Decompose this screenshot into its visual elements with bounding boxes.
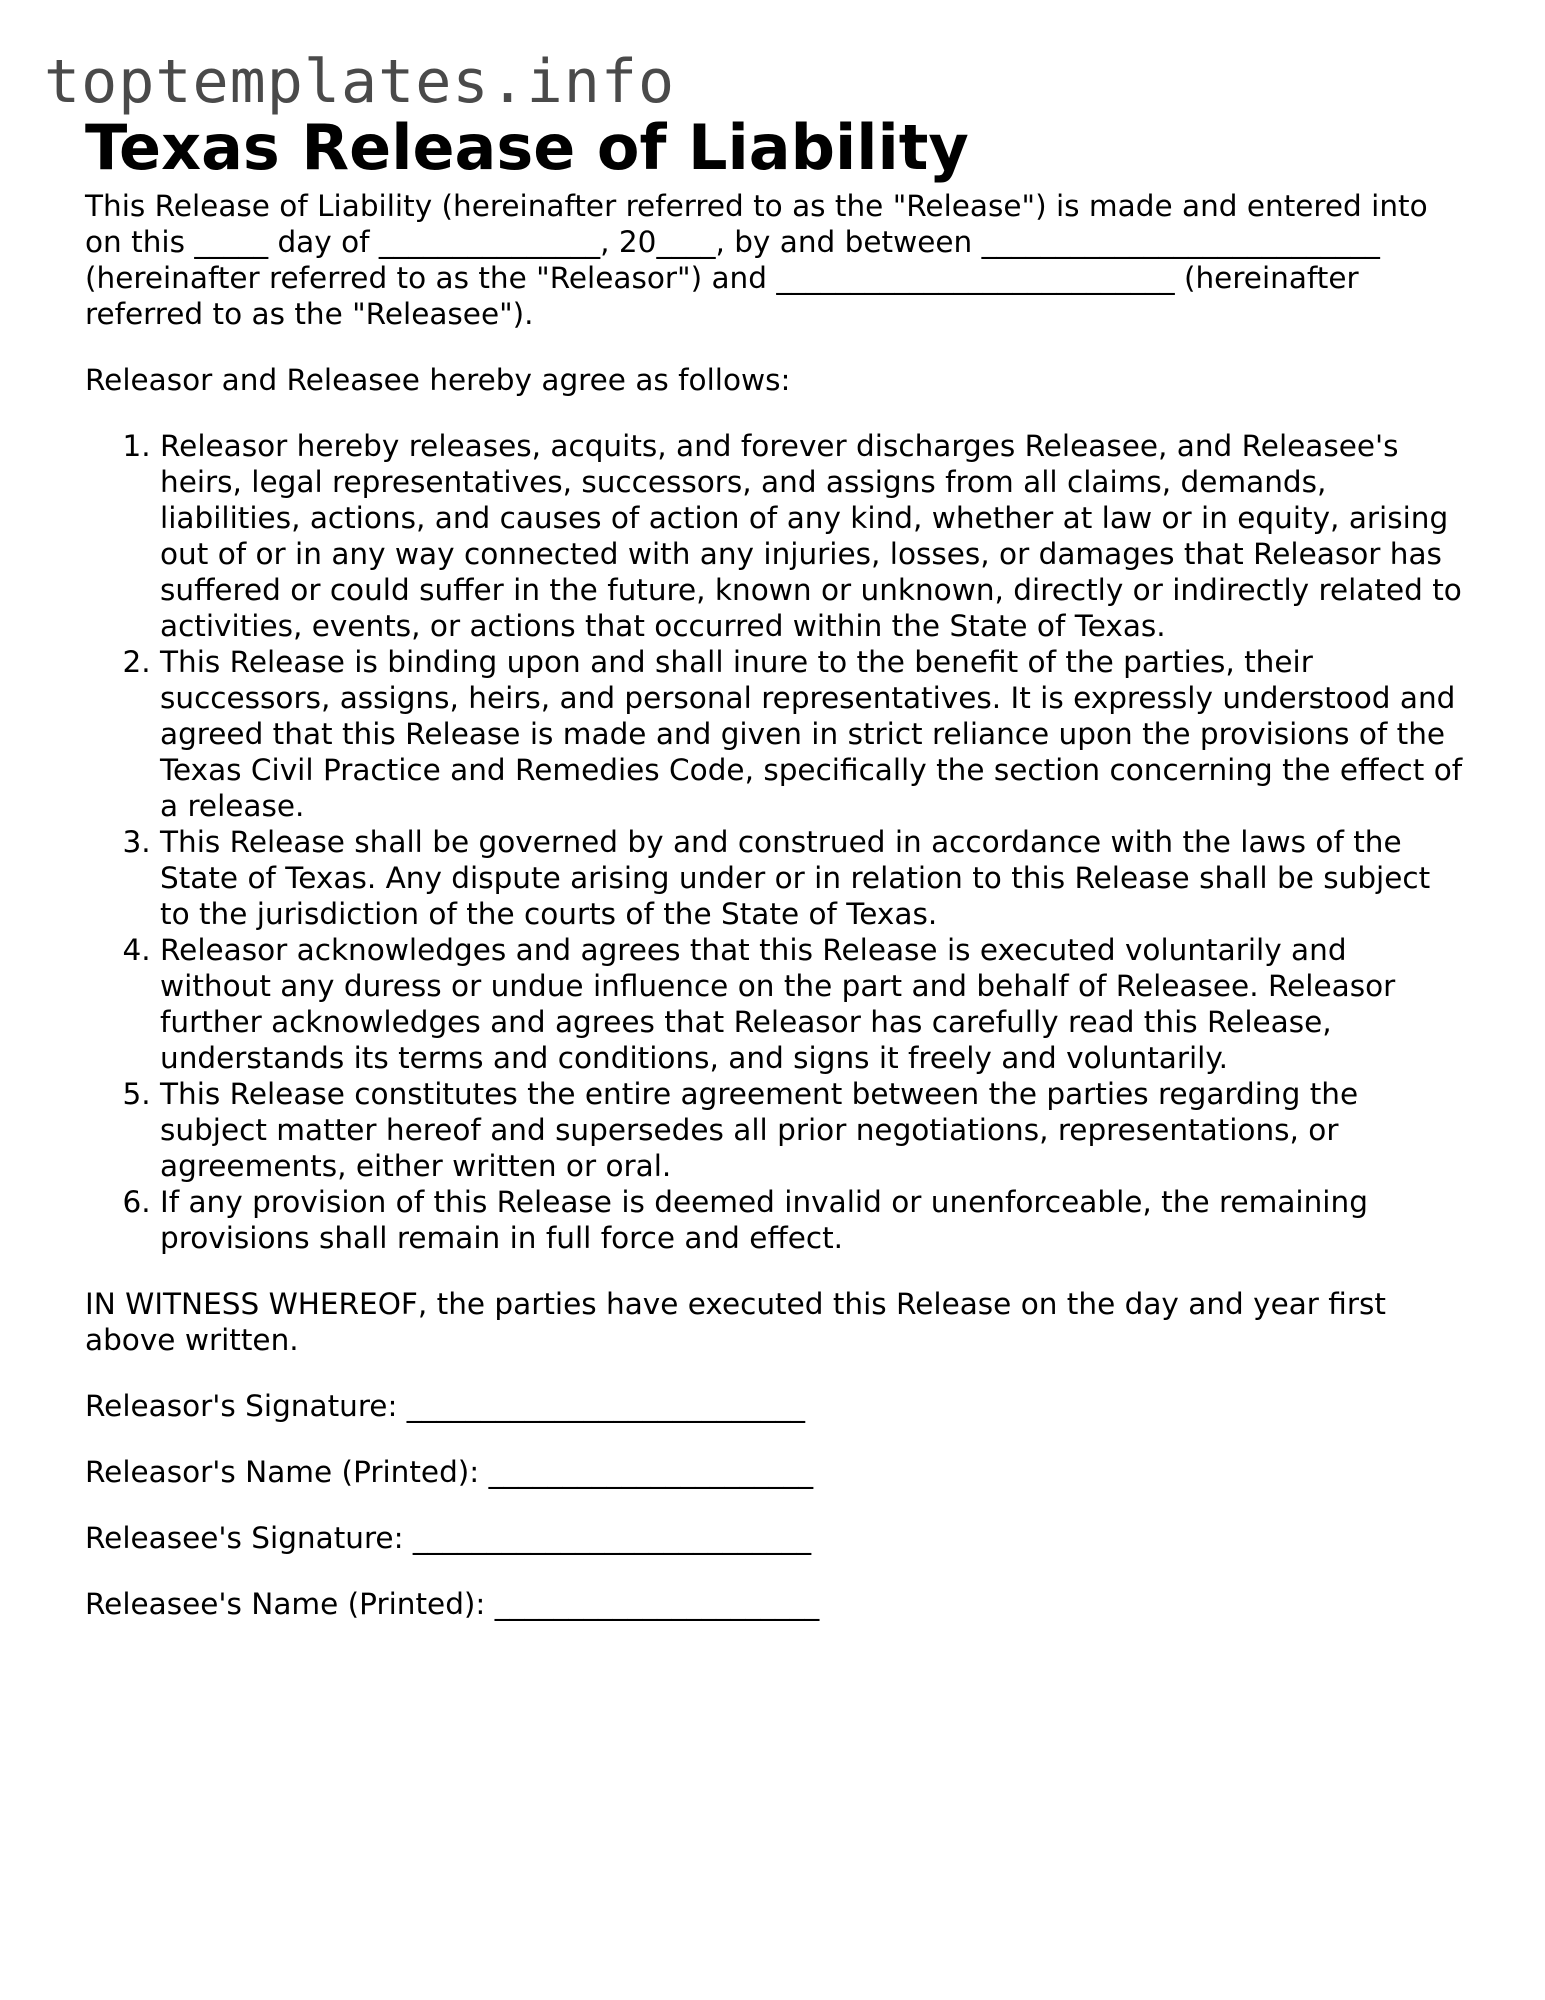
clause-item: 3. This Release shall be governed by and construed in accordance with the laws of the State of Texas. Any dispute arising under or in relation to this Release shall be subject to the jurisdiction of the courts of the State of Texas. [160,824,1465,932]
witness-paragraph: IN WITNESS WHEREOF, the parties have executed this Release on the day and year first above written. [85,1287,1386,1357]
clause-item: 5. This Release constitutes the entire agreement between the parties regarding the subject matter hereof and supersedes all prior negotiations, representations, or agreements, either written or oral. [160,1076,1465,1184]
agreement-intro: Releasor and Releasee hereby agree as follows: [85,363,791,397]
watermark-text: toptemplates.info [44,47,676,117]
releasee-signature-line: Releasee's Signature: ___________________________ [85,1521,812,1555]
document-body [85,188,1465,1622]
releasee-name-line: Releasee's Name (Printed): ______________________ [85,1587,820,1621]
clause-item: 1. Releasor hereby releases, acquits, and forever discharges Releasee, and Releasee's heirs, legal representatives, successors, and assigns from all claims, demands, liabilities, actions, and causes of action of any kind, whether at law or in equity, arising out of or in any way connected with any injuries, losses, or damages that Releasor has suffered or could suffer in the future, known or unknown, directly or indirectly related to activities, events, or actions that occurred within the State of Texas. [160,428,1465,644]
clause-item: 4. Releasor acknowledges and agrees that this Release is executed voluntarily and without any duress or undue influence on the part and behalf of Releasee. Releasor further acknowledges and agrees that Releasor has carefully read this Release, understands its terms and conditions, and signs it freely and voluntarily. [160,932,1465,1076]
document-title: Texas Release of Liability [85,111,969,184]
releasor-name-line: Releasor's Name (Printed): ______________________ [85,1455,814,1489]
clause-item: 6. If any provision of this Release is deemed invalid or unenforceable, the remaining provisions shall remain in full force and effect. [160,1184,1465,1256]
intro-paragraph: This Release of Liability (hereinafter referred to as the "Release") is made and entered into on this _____ day of _______________, 20____, by and between ___________________________ (hereinafter referred to as the "Releasor") and ___________________________ (hereinafter referred to as the "Releasee"). [85,189,1428,331]
document-page [85,108,1465,1622]
clauses-list [85,428,1465,1256]
releasor-signature-line: Releasor's Signature: ___________________________ [85,1389,806,1423]
clause-item: 2. This Release is binding upon and shall inure to the benefit of the parties, their successors, assigns, heirs, and personal representatives. It is expressly understood and agreed that this Release is made and given in strict reliance upon the provisions of the Texas Civil Practice and Remedies Code, specifically the section concerning the effect of a release. [160,644,1465,824]
